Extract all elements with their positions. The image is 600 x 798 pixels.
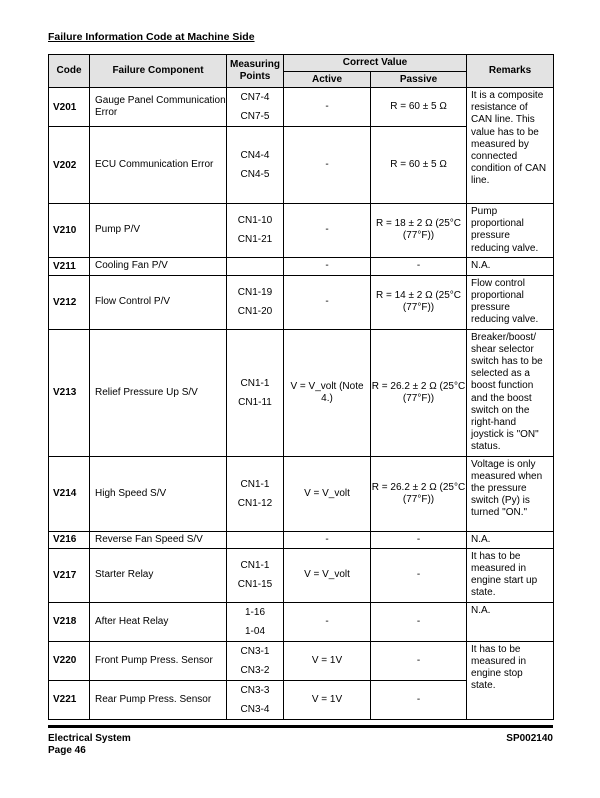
measuring-point: CN7-4 xyxy=(240,92,270,103)
row-active-value: - xyxy=(284,88,371,127)
failure-code-table xyxy=(48,54,554,720)
row-passive-value: - xyxy=(371,641,467,680)
measuring-point: CN3-2 xyxy=(240,664,270,676)
row-code: V202 xyxy=(49,127,90,204)
row-passive-value: R = 60 ± 5 Ω xyxy=(371,127,467,204)
row-passive-value: R = 14 ± 2 Ω (25°C (77°F)) xyxy=(371,275,467,329)
row-measuring-points xyxy=(227,329,284,456)
row-component: Front Pump Press. Sensor xyxy=(90,641,227,680)
row-active-value: - xyxy=(284,602,371,641)
row-code: V218 xyxy=(49,602,90,641)
measuring-point: CN1-10 xyxy=(237,215,273,227)
page-title: Failure Information Code at Machine Side xyxy=(48,31,255,43)
row-component: Cooling Fan P/V xyxy=(90,257,227,275)
row-remarks: It has to be measured in engine stop state. xyxy=(467,641,554,719)
table-row xyxy=(49,329,554,456)
row-component: Flow Control P/V xyxy=(90,275,227,329)
measuring-point: 1-16 xyxy=(244,606,265,618)
row-code: V212 xyxy=(49,275,90,329)
measuring-point: CN1-15 xyxy=(237,579,273,591)
table-row xyxy=(49,456,554,531)
row-measuring-points xyxy=(227,602,284,641)
row-active-value: - xyxy=(284,127,371,204)
row-active-value: - xyxy=(284,257,371,275)
row-measuring-points xyxy=(227,456,284,531)
row-measuring-points xyxy=(227,548,284,602)
row-measuring-points xyxy=(227,531,284,548)
row-remarks: Voltage is only measured when the pressure switch (Py) is turned "ON." xyxy=(467,456,554,531)
row-code: V213 xyxy=(49,329,90,456)
row-passive-value: - xyxy=(371,531,467,548)
measuring-point: CN1-20 xyxy=(237,306,273,318)
row-code: V216 xyxy=(49,531,90,548)
row-code: V220 xyxy=(49,641,90,680)
row-remarks: Breaker/boost/ shear selector switch has to be selected as a boost function and the boost switch on the right-hand joystick is "ON" status. xyxy=(467,329,554,456)
row-passive-value: R = 26.2 ± 2 Ω (25°C (77°F)) xyxy=(371,456,467,531)
row-measuring-points xyxy=(227,127,284,204)
row-component: High Speed S/V xyxy=(90,456,227,531)
row-code: V211 xyxy=(49,257,90,275)
table-row xyxy=(49,531,554,548)
measuring-point: CN1-21 xyxy=(237,234,273,246)
row-measuring-points xyxy=(227,257,284,275)
row-component: Gauge Panel Communication Error xyxy=(90,88,227,127)
header-code: Code xyxy=(49,55,90,88)
row-remarks: It is a composite resistance of CAN line. This value has to be measured by connected condition of CAN line. xyxy=(467,88,554,204)
row-passive-value: - xyxy=(371,602,467,641)
footer-doc-id: SP002140 xyxy=(506,733,553,744)
measuring-point: CN3-1 xyxy=(240,645,270,657)
row-remarks: N.A. xyxy=(467,602,554,641)
measuring-point: CN1-1 xyxy=(240,478,270,490)
row-measuring-points xyxy=(227,88,284,127)
row-measuring-points xyxy=(227,204,284,258)
header-measuring-points: Measuring Points xyxy=(227,55,284,88)
row-code: V210 xyxy=(49,204,90,258)
footer-divider xyxy=(48,725,553,728)
row-passive-value: R = 26.2 ± 2 Ω (25°C (77°F)) xyxy=(371,329,467,456)
row-component: Starter Relay xyxy=(90,548,227,602)
row-passive-value: - xyxy=(371,548,467,602)
table-row xyxy=(49,257,554,275)
footer-page-number: Page 46 xyxy=(48,745,86,756)
measuring-point: CN4-4 xyxy=(240,150,270,161)
measuring-point: CN3-4 xyxy=(240,703,270,715)
row-component: After Heat Relay xyxy=(90,602,227,641)
table-row xyxy=(49,548,554,602)
measuring-point: CN4-5 xyxy=(240,169,270,180)
table-row xyxy=(49,641,554,680)
row-active-value: V = V_volt xyxy=(284,548,371,602)
measuring-point: CN1-1 xyxy=(240,560,270,572)
row-measuring-points xyxy=(227,641,284,680)
row-active-value: - xyxy=(284,531,371,548)
measuring-point: CN1-19 xyxy=(237,287,273,299)
row-component: Reverse Fan Speed S/V xyxy=(90,531,227,548)
row-component: Pump P/V xyxy=(90,204,227,258)
header-active: Active xyxy=(284,72,371,88)
row-remarks: Pump proportional pressure reducing valve. xyxy=(467,204,554,258)
measuring-point: CN1-1 xyxy=(240,377,270,389)
row-code: V214 xyxy=(49,456,90,531)
row-remarks: N.A. xyxy=(467,531,554,548)
row-code: V201 xyxy=(49,88,90,127)
measuring-point: 1-04 xyxy=(244,625,265,637)
row-active-value: V = 1V xyxy=(284,680,371,719)
row-code: V221 xyxy=(49,680,90,719)
row-passive-value: - xyxy=(371,257,467,275)
table-row xyxy=(49,275,554,329)
table-row xyxy=(49,204,554,258)
measuring-point: CN7-5 xyxy=(240,111,270,122)
row-active-value: V = 1V xyxy=(284,641,371,680)
row-component: ECU Communication Error xyxy=(90,127,227,204)
row-measuring-points xyxy=(227,680,284,719)
row-passive-value: R = 18 ± 2 Ω (25°C (77°F)) xyxy=(371,204,467,258)
row-code: V217 xyxy=(49,548,90,602)
header-component: Failure Component xyxy=(90,55,227,88)
row-active-value: V = V_volt (Note 4.) xyxy=(284,329,371,456)
measuring-point: CN3-3 xyxy=(240,684,270,696)
row-remarks: Flow control proportional pressure reducing valve. xyxy=(467,275,554,329)
row-active-value: - xyxy=(284,275,371,329)
footer-section: Electrical System xyxy=(48,733,131,744)
header-remarks: Remarks xyxy=(467,55,554,88)
measuring-point: CN1-11 xyxy=(238,396,272,408)
row-remarks: It has to be measured in engine start up state. xyxy=(467,548,554,602)
header-correct-value: Correct Value xyxy=(284,55,467,72)
row-passive-value: R = 60 ± 5 Ω xyxy=(371,88,467,127)
row-measuring-points xyxy=(227,275,284,329)
row-active-value: V = V_volt xyxy=(284,456,371,531)
row-active-value: - xyxy=(284,204,371,258)
row-remarks: N.A. xyxy=(467,257,554,275)
footer-left xyxy=(48,733,131,757)
row-component: Relief Pressure Up S/V xyxy=(90,329,227,456)
header-passive: Passive xyxy=(371,72,467,88)
row-component: Rear Pump Press. Sensor xyxy=(90,680,227,719)
table-row xyxy=(49,88,554,127)
measuring-point: CN1-12 xyxy=(237,497,273,509)
row-passive-value: - xyxy=(371,680,467,719)
table-row xyxy=(49,602,554,641)
